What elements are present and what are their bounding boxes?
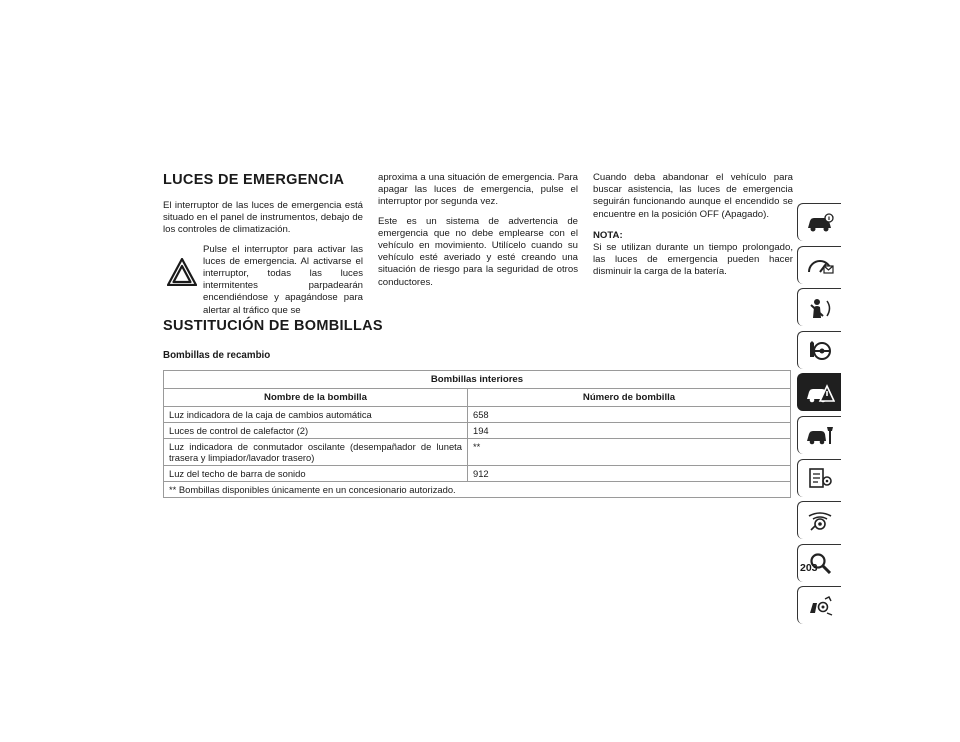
car-info-icon [805,212,835,234]
bulb-number: 912 [468,466,791,482]
warning-block [163,244,363,317]
section-title-replacement: SUSTITUCIÓN DE BOMBILLAS [163,318,383,334]
paragraph: aproxima a una situación de emergencia. Para apagar las luces de emergencia, pulse el interruptor por segunda vez. [378,172,578,208]
bulbs-table [163,370,791,498]
tab-safety[interactable] [797,288,841,326]
table-row [164,407,791,423]
tab-emergency[interactable] [797,373,841,411]
tab-servicing[interactable] [797,416,841,454]
table-footnote: ** Bombillas disponibles únicamente en un concesionario autorizado. [164,482,791,498]
instrument-panel-icon [805,254,835,276]
tab-car-info[interactable] [797,203,841,241]
table-row [164,423,791,439]
tab-starting-driving[interactable] [797,331,841,369]
column-1 [163,200,363,324]
section-title-emergency: LUCES DE EMERGENCIA [163,172,345,188]
bulb-number: 658 [468,407,791,423]
note-text: Si se utilizan durante un tiempo prolongado, las luces de emergencia pueden hacer disminuir la carga de la batería. [593,242,793,278]
bulb-name: Luz indicadora de la caja de cambios automática [164,407,468,423]
table-footnote-row [164,482,791,498]
section-subtitle: Bombillas de recambio [163,350,271,361]
servicing-icon [805,424,835,446]
starting-driving-icon [805,339,835,361]
paragraph: Pulse el interruptor para activar las luces de emergencia. Al activarse el interruptor, todas las luces intermitentes parpadearán encendiéndose y apagándose para alertar al tráfico que se [203,243,363,316]
column-header: Nombre de la bombilla [164,389,468,407]
safety-icon [805,297,835,319]
tab-instrument-panel[interactable] [797,246,841,284]
bulb-name: Luces de control de calefactor (2) [164,423,468,439]
paragraph: Este es un sistema de advertencia de emergencia que no debe emplearse con el vehículo en movimiento. Utilícelo cuando su vehículo esté averiado y esté creando una situación de riesgo para la seguridad de otros conductores. [378,215,578,288]
column-2 [378,172,578,296]
paragraph: Cuando deba abandonar el vehículo para buscar asistencia, las luces de emergencia seguirán funcionando aunque el encendido se encuentre en la posición OFF (Apagado). [593,172,793,220]
page-number: 203 [800,562,818,574]
tab-specifications[interactable] [797,459,841,497]
column-3 [593,172,793,279]
table-title: Bombillas interiores [164,371,791,389]
bulb-name: Luz indicadora de conmutador oscilante (desempañador de luneta trasera y limpiador/lavador trasero) [164,439,468,466]
multimedia-icon [805,510,835,532]
hazard-warning-icon [167,258,197,286]
bulb-number: 194 [468,423,791,439]
table-row [164,466,791,482]
column-header: Número de bombilla [468,389,791,407]
bulb-name: Luz del techo de barra de sonido [164,466,468,482]
paragraph: El interruptor de las luces de emergencia está situado en el panel de instrumentos, debajo de los controles de climatización. [163,200,363,236]
note-label: NOTA: [593,229,623,241]
tab-multimedia[interactable] [797,501,841,539]
bulb-number: ** [468,439,791,466]
specifications-icon [805,467,835,489]
note-block [593,230,793,279]
tab-index[interactable] [797,586,841,624]
index-icon [805,595,835,617]
table-row [164,439,791,466]
emergency-icon [805,382,835,404]
